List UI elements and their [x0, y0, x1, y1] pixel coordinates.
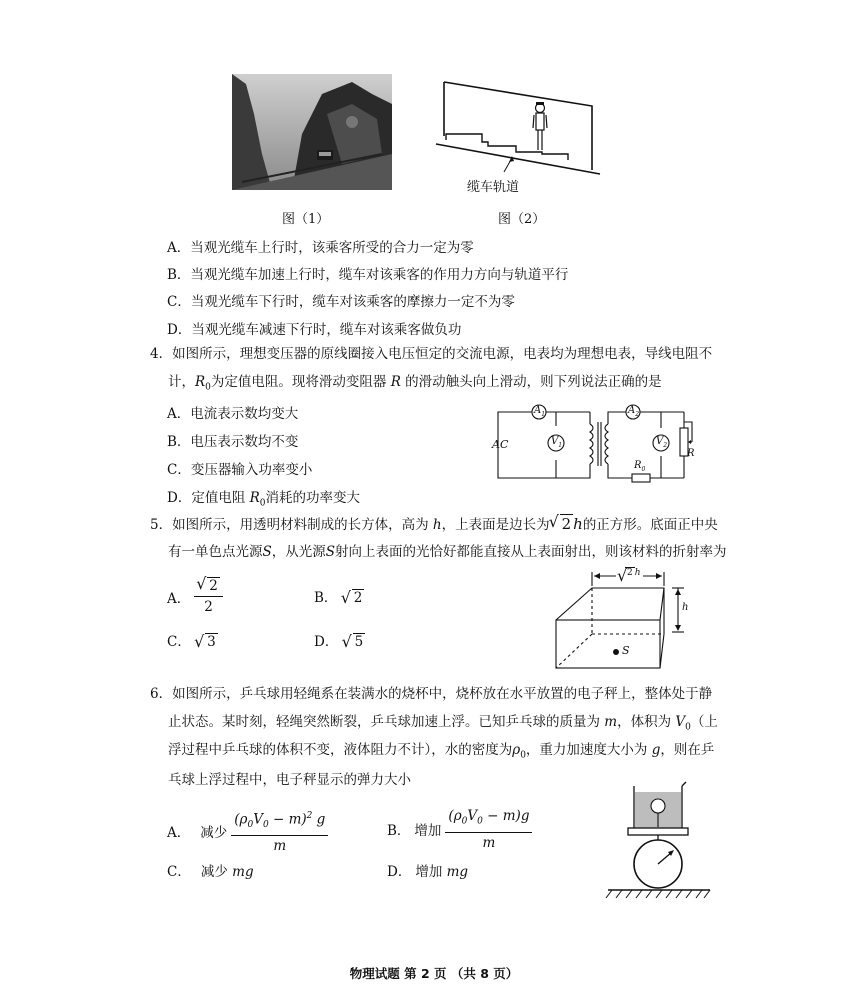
q4-option-d: D．定值电阻 $R_0$消耗的功率变大 — [167, 490, 361, 509]
rheostat-label: R — [687, 448, 695, 459]
q5-option-b: B． √ 2 — [314, 586, 364, 606]
box-width-label: √ 2 h — [616, 568, 643, 578]
q5-option-d: D． √ 5 — [314, 630, 365, 650]
box-height-label: h — [682, 602, 689, 613]
q6-beaker-scale-diagram — [604, 778, 714, 908]
q6-stem-line4: 乓球上浮过程中，电子秤显示的弹力大小 — [168, 772, 411, 788]
q3-option-b: B．当观光缆车加速上行时，缆车对该乘客的作用力方向与轨道平行 — [167, 267, 569, 283]
q6-stem-line3: 浮过程中乒乓球的体积不变，液体阻力不计），水的密度为$\rho_0$，重力加速度大小为 g，则在乒 — [168, 742, 715, 761]
ammeter-a1: $A_1$ — [534, 405, 546, 418]
track-label: 缆车轨道 — [467, 180, 520, 195]
light-source-label: S — [622, 644, 630, 657]
figure-1-caption: 图（1） — [282, 212, 330, 227]
voltmeter-v1: $V_1$ — [551, 436, 563, 449]
ammeter-a2: $A_2$ — [628, 405, 640, 418]
q4-option-c: C．变压器输入功率变小 — [167, 462, 313, 478]
q5-stem-line2: 有一单色点光源S，从光源S射向上表面的光恰好都能直接从上表面射出，则该材料的折射率为 — [168, 544, 727, 560]
q6-option-d: D． 增加 mg — [387, 864, 469, 880]
resistor-r0-label: $R_0$ — [634, 460, 646, 473]
ac-source-label: AC — [492, 438, 509, 451]
q4-option-a: A．电流表示数均变大 — [167, 406, 299, 422]
q6-option-b: B． 增加 $\frac{(\rho_0V_0 - m)g}{m}$ — [387, 806, 536, 853]
voltmeter-v2: $V_2$ — [656, 436, 668, 449]
figure-2-caption: 图（2） — [498, 212, 546, 227]
q6-option-a: A． 减少 $\frac{(\rho_0V_0 - m)^2 g}{m}$ — [167, 806, 332, 856]
q5-option-a: A． √ $\frac{2}{2}$ — [167, 576, 227, 617]
q5-stem-line1: 5．如图所示，用透明材料制成的长方体，高为 h，上表面是边长为√ 2 h的正方形。底面正中央 — [150, 514, 718, 535]
page-footer: 物理试题 第 2 页 （共 8 页） — [349, 966, 519, 981]
q5-option-c: C． √ 3 — [167, 630, 218, 650]
q4-stem-line1: 4．如图所示，理想变压器的原线圈接入电压恒定的交流电源，电表均为理想电表，导线电阻不 — [150, 346, 713, 362]
q4-option-b: B．电压表示数均不变 — [167, 434, 299, 450]
q3-option-c: C．当观光缆车下行时，缆车对该乘客的摩擦力一定不为零 — [167, 294, 515, 310]
q4-stem-line2: 计，$R_0$为定值电阻。现将滑动变阻器 R 的滑动触头向上滑动，则下列说法正确的是 — [168, 374, 662, 393]
q5-box-diagram — [552, 568, 692, 672]
q6-option-c: C． 减少 mg — [167, 864, 254, 880]
q6-stem-line1: 6．如图所示，乒乓球用轻绳系在装满水的烧杯中，烧杯放在水平放置的电子秤上，整体处于静 — [150, 686, 713, 702]
q3-option-a: A．当观光缆车上行时，该乘客所受的合力一定为零 — [167, 240, 474, 256]
q3-option-d: D．当观光缆车减速下行时，缆车对该乘客做负功 — [167, 322, 462, 338]
q4-circuit-diagram — [486, 398, 696, 488]
q6-stem-line2: 止状态。某时刻，轻绳突然断裂，乒乓球加速上浮。已知乒乓球的质量为 m，体积为 $V_0$（上 — [168, 714, 718, 733]
figure-1-photo — [232, 74, 392, 190]
